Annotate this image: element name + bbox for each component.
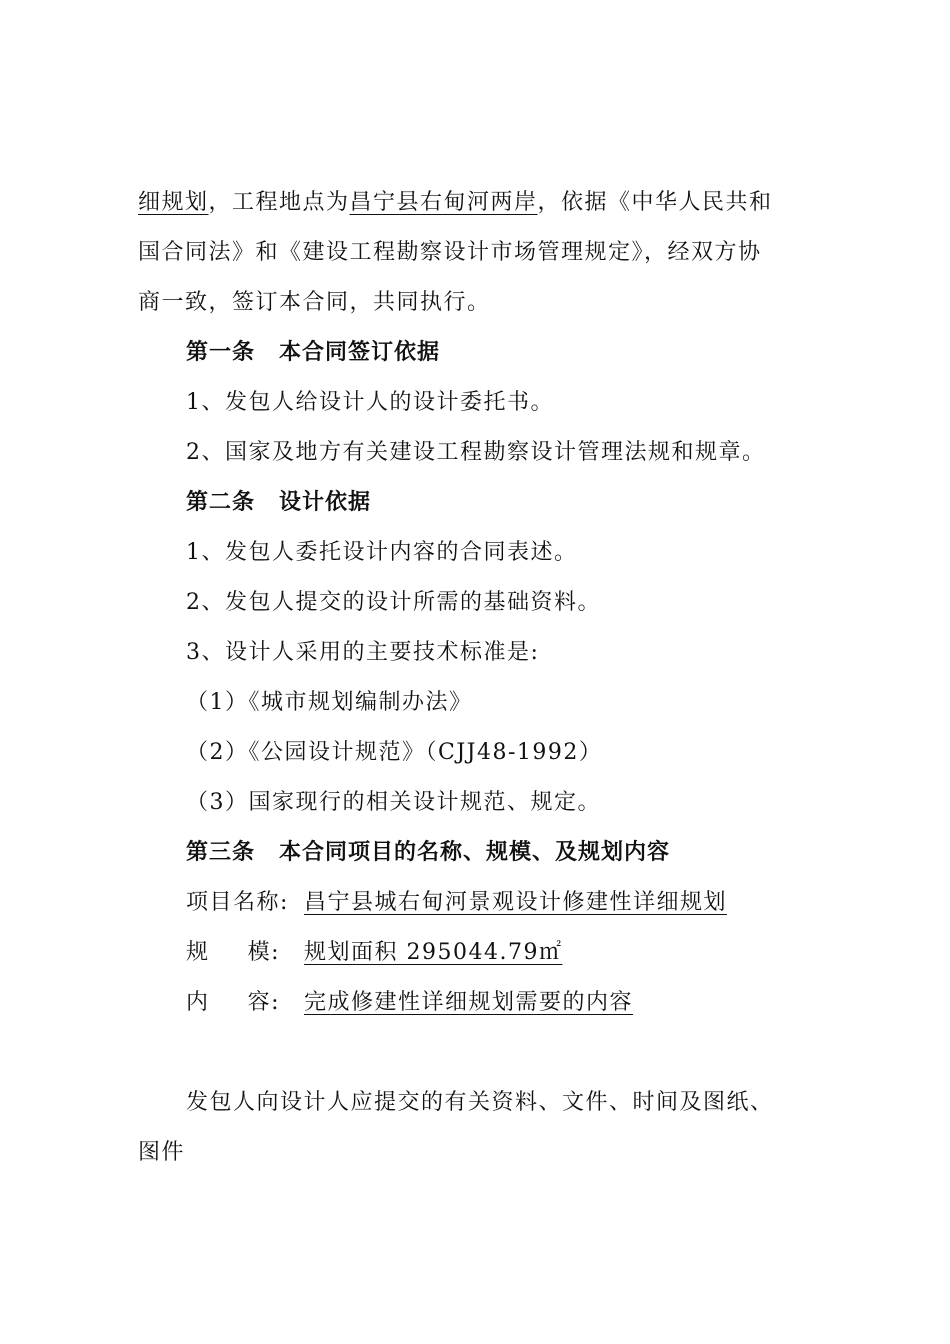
- standard-item: （3）国家现行的相关设计规范、规定。: [186, 790, 601, 815]
- standard-item: （2）《公园设计规范》（CJJ48-1992）: [186, 740, 603, 765]
- standard-item: （1）《城市规划编制办法》: [186, 690, 473, 715]
- article-title: 本合同签订依据: [279, 340, 441, 365]
- article-number: 第一条: [186, 340, 256, 365]
- content-label-part: 内: [186, 990, 210, 1015]
- article-2-item: 1、发包人委托设计内容的合同表述。: [186, 540, 578, 565]
- article-1-heading: [186, 338, 910, 368]
- project-content-value: 完成修建性详细规划需要的内容: [304, 990, 634, 1015]
- scale-label-part: 规: [186, 940, 210, 965]
- intro-line-2: 国合同法》和《建设工程勘察设计市场管理规定》，经双方协: [138, 240, 762, 265]
- article-3-heading: [186, 838, 910, 868]
- intro-line-3: 商一致，签订本合同，共同执行。: [138, 290, 491, 315]
- intro-project-tail: 细规划: [138, 190, 209, 215]
- article-2-item: 3、设计人采用的主要技术标准是:: [186, 640, 540, 665]
- article-title: 设计依据: [279, 490, 372, 515]
- article-number: 第二条: [186, 490, 256, 515]
- article-2-item: 2、发包人提交的设计所需的基础资料。: [186, 590, 601, 615]
- project-name-value: 昌宁县城右甸河景观设计修建性详细规划: [304, 890, 728, 915]
- article-1-item: 2、国家及地方有关建设工程勘察设计管理法规和规章。: [186, 440, 766, 465]
- project-location: 昌宁县右甸河两岸: [349, 190, 538, 215]
- closing-line-2: 图件: [138, 1140, 186, 1165]
- article-2-heading: [186, 488, 910, 518]
- project-scale-value: 规划面积 295044.79㎡: [304, 940, 563, 965]
- intro-text: ，工程地点为: [208, 190, 350, 215]
- intro-text: ，依据《中华人民共和: [537, 190, 773, 215]
- project-scale-row: [186, 938, 910, 968]
- closing-line-1: 发包人向设计人应提交的有关资料、文件、时间及图纸、: [186, 1090, 774, 1115]
- project-content-row: [186, 988, 910, 1018]
- project-name-row: [186, 888, 910, 918]
- article-title: 本合同项目的名称、规模、及规划内容: [279, 840, 671, 865]
- article-number: 第三条: [186, 840, 256, 865]
- content-label-part: 容:: [247, 990, 280, 1015]
- intro-line-1: [138, 188, 910, 218]
- scale-label-part: 模:: [247, 940, 280, 965]
- article-1-item: 1、发包人给设计人的设计委托书。: [186, 390, 554, 415]
- project-name-label: 项目名称:: [186, 890, 289, 915]
